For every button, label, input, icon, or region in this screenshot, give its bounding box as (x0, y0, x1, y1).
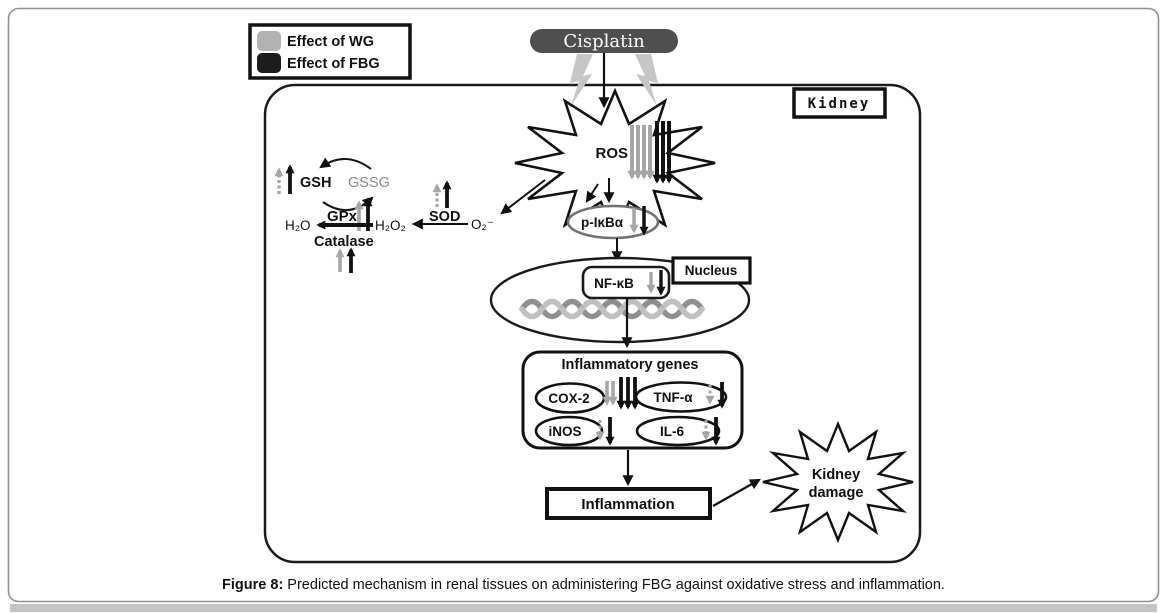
legend-wg-label: Effect of WG (287, 34, 374, 50)
kidney-damage-label-line1: Kidney (811, 467, 861, 483)
wg-color-swatch (257, 31, 281, 51)
h2o-label: H₂O (285, 218, 311, 233)
inflammatory-genes-title: Inflammatory genes (561, 357, 699, 373)
ros-fbg-down-arrows (657, 121, 669, 181)
nfkb-label: NF-κB (594, 276, 634, 291)
kidney-label: Kidney (807, 96, 871, 112)
h2o2-label: H₂O₂ (375, 218, 406, 233)
fbg-color-swatch (257, 53, 281, 73)
inflammatory-genes-group (523, 352, 742, 448)
cox2-label: COX-2 (548, 391, 590, 406)
bottom-divider-bar (10, 604, 1157, 612)
nucleus-label: Nucleus (684, 263, 738, 278)
sod-label: SOD (429, 209, 461, 225)
legend-fbg-label: Effect of FBG (287, 56, 380, 72)
figure-caption-number: Figure 8: (222, 577, 284, 593)
nucleus-group (491, 258, 750, 342)
cisplatin-label: Cisplatin (563, 31, 645, 52)
p-ikba-node (568, 206, 658, 238)
gssg-label: GSSG (348, 175, 390, 191)
ros-label: ROS (595, 145, 628, 162)
inflammation-label: Inflammation (581, 496, 675, 513)
inos-label: iNOS (548, 424, 582, 439)
gpx-label: GPx (327, 208, 358, 225)
legend (250, 25, 410, 78)
p-ikba-label: p-IκBα (580, 215, 624, 230)
kidney-damage-label-line2: damage (808, 485, 864, 501)
catalase-label: Catalase (314, 234, 374, 250)
superoxide-label: O₂⁻ (471, 217, 494, 232)
tnfa-label: TNF-α (653, 390, 693, 405)
il6-label: IL-6 (659, 424, 685, 439)
figure-caption-text: Predicted mechanism in renal tissues on administering FBG against oxidative stress and inflammation. (283, 577, 945, 593)
figure-caption (0, 577, 1167, 593)
gsh-label: GSH (300, 175, 332, 191)
